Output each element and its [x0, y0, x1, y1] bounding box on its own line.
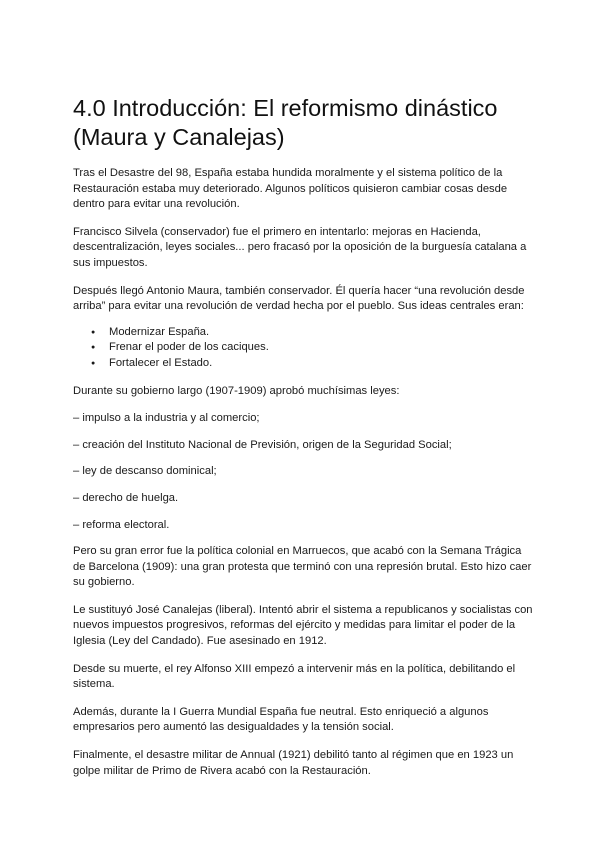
law-item: – creación del Instituto Nacional de Previsión, origen de la Seguridad Social;	[73, 438, 452, 451]
paragraph-intro-2: Francisco Silvela (conservador) fue el primero en intentarlo: mejoras en Hacienda, descentralización, leyes sociales... pero fracasó por la oposición de la burguesía catalana a sus impuestos.	[73, 225, 527, 269]
laws-intro: Durante su gobierno largo (1907-1909) aprobó muchísimas leyes:	[73, 384, 400, 397]
law-item: – ley de descanso dominical;	[73, 465, 217, 478]
paragraph-intro-3: Después llegó Antonio Maura, también conservador. Él quería hacer “una revolución desde arriba” para evitar una revolución de verdad hecha por el pueblo. Sus ideas centrales eran:	[73, 284, 525, 313]
list-item: ● Modernizar España.	[109, 325, 533, 341]
law-item: – derecho de huelga.	[73, 491, 179, 504]
paragraph-end-3: Desde su muerte, el rey Alfonso XIII empezó a intervenir más en la política, debilitando el sistema.	[73, 662, 516, 691]
paragraph-end-4: Además, durante la I Guerra Mundial España fue neutral. Esto enriqueció a algunos empresarios pero aumentó las desigualdades y la tensión social.	[73, 705, 489, 734]
list-item: ● Frenar el poder de los caciques.	[109, 340, 533, 356]
paragraph-end-5: Finalmente, el desastre militar de Annual (1921) debilitó tanto al régimen que en 1923 un golpe militar de Primo de Rivera acabó con la Restauración.	[73, 749, 514, 777]
list-item: ● Fortalecer el Estado.	[109, 356, 533, 372]
ideas-list	[73, 325, 533, 372]
law-item: – reforma electoral.	[73, 518, 170, 531]
paragraph-end-2: Le sustituyó José Canalejas (liberal). Intentó abrir el sistema a republicanos y socialistas con nuevos impuestos progresivos, reformas del ejército y medidas para limitar el poder de la Iglesia (Ley del Candado). Fue asesinado en 1912.	[73, 603, 533, 648]
paragraph-end-1: Pero su gran error fue la política colonial en Marruecos, que acabó con la Semana Trágica de Barcelona (1909): una gran protesta que terminó con una represión brutal. Esto hizo caer su gobierno.	[73, 545, 532, 589]
document-page	[73, 94, 533, 791]
law-item: – impulso a la industria y al comercio;	[73, 412, 260, 425]
paragraph-intro-1: Tras el Desastre del 98, España estaba hundida moralmente y el sistema político de la Restauración estaba muy deteriorado. Algunos políticos quisieron cambiar cosas desde dentro para evitar una revolución.	[73, 167, 508, 211]
document-title: 4.0 Introducción: El reformismo dinástico (Maura y Canalejas)	[73, 95, 498, 150]
